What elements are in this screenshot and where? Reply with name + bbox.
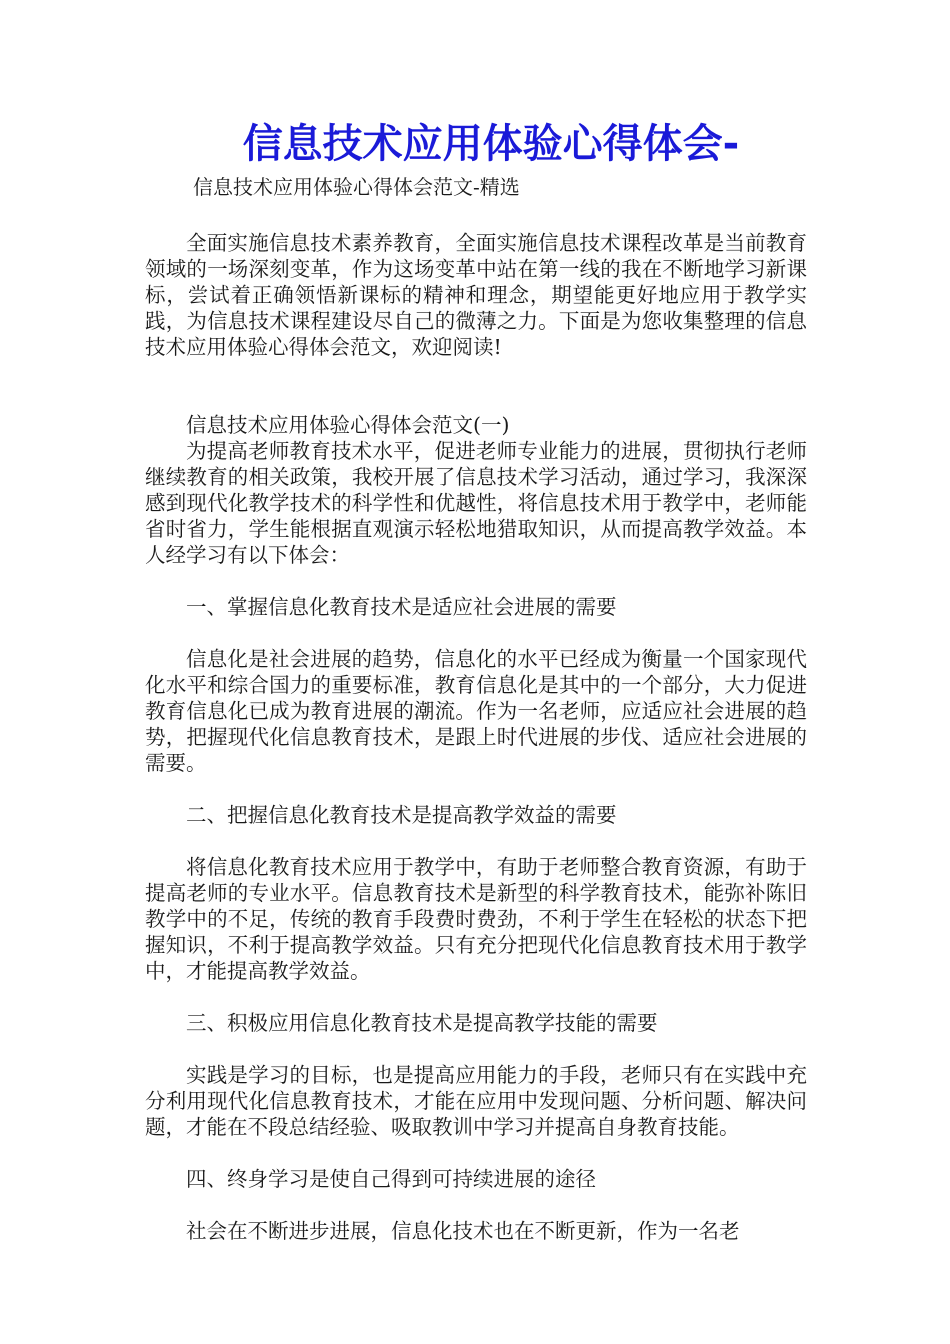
- section-heading-1: 一、掌握信息化教育技术是适应社会进展的需要: [186, 595, 617, 619]
- document-subtitle: 信息技术应用体验心得体会范文-精选: [193, 175, 520, 199]
- document-title: 信息技术应用体验心得体会-: [242, 121, 740, 167]
- example-intro-paragraph: 为提高老师教育技术水平，促进老师专业能力的进展，贯彻执行老师继续教育的相关政策，我校开展了信息技术学习活动，通过学习，我深深感到现代化教学技术的科学性和优越性，将信息技术用于教学中，老师能省时省力，学生能根据直观演示轻松地猎取知识，从而提高教学效益。本人经学习有以下体会：: [145, 439, 807, 567]
- section-body-1: 信息化是社会进展的趋势，信息化的水平已经成为衡量一个国家现代化水平和综合国力的重要标准，教育信息化是其中的一个部分，大力促进教育信息化已成为教育进展的潮流。作为一名老师，应适应社会进展的趋势，把握现代化信息教育技术，是跟上时代进展的步伐、适应社会进展的需要。: [145, 647, 807, 775]
- section-body-2: 将信息化教育技术应用于教学中，有助于老师整合教育资源，有助于提高老师的专业水平。信息教育技术是新型的科学教育技术，能弥补陈旧教学中的不足，传统的教育手段费时费劲，不利于学生在轻松的状态下把握知识，不利于提高教学效益。只有充分把现代化信息教育技术用于教学中，才能提高教学效益。: [145, 855, 807, 983]
- section-body-4: 社会在不断进步进展，信息化技术也在不断更新，作为一名老: [186, 1219, 740, 1243]
- section-heading-4: 四、终身学习是使自己得到可持续进展的途径: [186, 1167, 596, 1191]
- section-body-3: 实践是学习的目标，也是提高应用能力的手段，老师只有在实践中充分利用现代化信息教育技术，才能在应用中发现问题、分析问题、解决问题，才能在不段总结经验、吸取教训中学习并提高自身教育技能。: [145, 1063, 807, 1139]
- section-heading-3: 三、积极应用信息化教育技术是提高教学技能的需要: [186, 1011, 658, 1035]
- intro-paragraph: 全面实施信息技术素养教育，全面实施信息技术课程改革是当前教育领域的一场深刻变革，作为这场变革中站在第一线的我在不断地学习新课标，尝试着正确领悟新课标的精神和理念，期望能更好地应用于教学实践，为信息技术课程建设尽自己的微薄之力。下面是为您收集整理的信息技术应用体验心得体会范文，欢迎阅读!: [145, 231, 807, 359]
- document-page: [145, 118, 807, 1244]
- example-heading: 信息技术应用体验心得体会范文(一): [186, 413, 510, 437]
- section-heading-2: 二、把握信息化教育技术是提高教学效益的需要: [186, 803, 617, 827]
